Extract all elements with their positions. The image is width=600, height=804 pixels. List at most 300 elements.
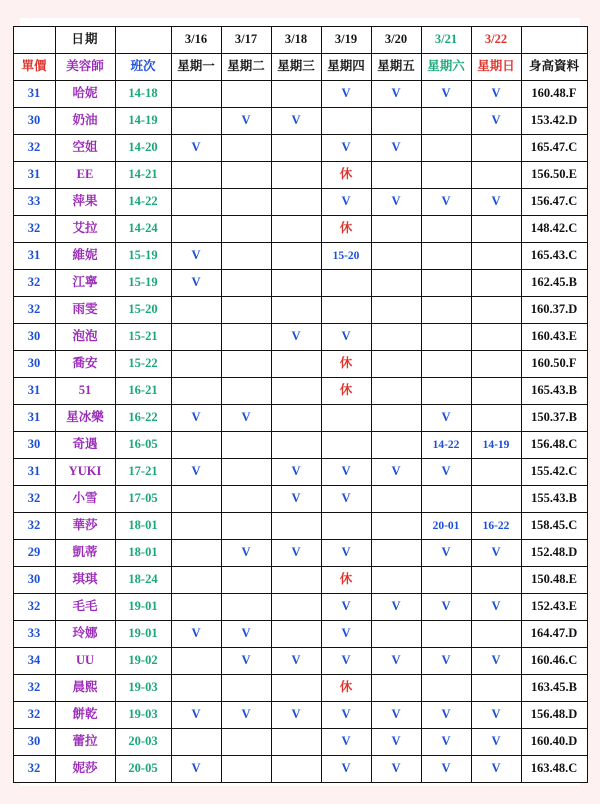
cell-stylist-name: 萍果 bbox=[55, 189, 115, 216]
cell-shift: 16-22 bbox=[115, 405, 171, 432]
cell-price: 32 bbox=[13, 702, 55, 729]
cell-day-1 bbox=[221, 378, 271, 405]
cell-stylist-name: 泡泡 bbox=[55, 324, 115, 351]
cell-stylist-name: YUKI bbox=[55, 459, 115, 486]
schedule-sheet bbox=[20, 18, 580, 786]
header-weekday-6: 星期日 bbox=[471, 54, 521, 81]
cell-shift: 14-19 bbox=[115, 108, 171, 135]
header-blank-price bbox=[13, 27, 55, 54]
cell-day-3: V bbox=[321, 189, 371, 216]
cell-day-3 bbox=[321, 108, 371, 135]
cell-day-4 bbox=[371, 567, 421, 594]
cell-day-3: V bbox=[321, 702, 371, 729]
cell-day-5: V bbox=[421, 81, 471, 108]
cell-day-0 bbox=[171, 324, 221, 351]
cell-price: 30 bbox=[13, 108, 55, 135]
cell-day-5 bbox=[421, 297, 471, 324]
cell-day-0 bbox=[171, 675, 221, 702]
cell-price: 32 bbox=[13, 135, 55, 162]
cell-shift: 20-03 bbox=[115, 729, 171, 756]
cell-day-0 bbox=[171, 513, 221, 540]
table-row bbox=[13, 162, 587, 189]
table-row bbox=[13, 405, 587, 432]
cell-price: 31 bbox=[13, 243, 55, 270]
cell-day-2 bbox=[271, 729, 321, 756]
cell-day-0: V bbox=[171, 243, 221, 270]
cell-day-2 bbox=[271, 135, 321, 162]
cell-day-5: V bbox=[421, 459, 471, 486]
cell-day-2 bbox=[271, 621, 321, 648]
cell-info: 164.47.D bbox=[521, 621, 587, 648]
cell-day-3: V bbox=[321, 648, 371, 675]
cell-day-4 bbox=[371, 405, 421, 432]
cell-day-2 bbox=[271, 81, 321, 108]
cell-day-6 bbox=[471, 378, 521, 405]
table-row bbox=[13, 324, 587, 351]
cell-day-2 bbox=[271, 567, 321, 594]
cell-day-5: V bbox=[421, 540, 471, 567]
cell-day-3: 休 bbox=[321, 567, 371, 594]
cell-price: 32 bbox=[13, 675, 55, 702]
cell-shift: 19-02 bbox=[115, 648, 171, 675]
cell-price: 32 bbox=[13, 270, 55, 297]
header-info-label: 身高資料 bbox=[521, 54, 587, 81]
cell-stylist-name: 艾拉 bbox=[55, 216, 115, 243]
table-row bbox=[13, 729, 587, 756]
cell-day-0 bbox=[171, 594, 221, 621]
cell-day-4 bbox=[371, 675, 421, 702]
header-blank-shift bbox=[115, 27, 171, 54]
cell-day-5 bbox=[421, 351, 471, 378]
cell-day-1 bbox=[221, 567, 271, 594]
table-row bbox=[13, 135, 587, 162]
table-row bbox=[13, 351, 587, 378]
cell-price: 32 bbox=[13, 756, 55, 783]
cell-day-6: V bbox=[471, 540, 521, 567]
cell-shift: 17-21 bbox=[115, 459, 171, 486]
cell-stylist-name: 哈妮 bbox=[55, 81, 115, 108]
header-weekday-4: 星期五 bbox=[371, 54, 421, 81]
cell-day-5 bbox=[421, 135, 471, 162]
cell-day-5: V bbox=[421, 405, 471, 432]
cell-day-1 bbox=[221, 135, 271, 162]
cell-info: 155.43.B bbox=[521, 486, 587, 513]
cell-day-0 bbox=[171, 351, 221, 378]
cell-price: 31 bbox=[13, 405, 55, 432]
cell-day-2 bbox=[271, 351, 321, 378]
header-weekday-1: 星期二 bbox=[221, 54, 271, 81]
cell-stylist-name: 小雪 bbox=[55, 486, 115, 513]
cell-shift: 20-05 bbox=[115, 756, 171, 783]
cell-day-2: V bbox=[271, 540, 321, 567]
cell-day-1 bbox=[221, 81, 271, 108]
cell-day-5 bbox=[421, 270, 471, 297]
cell-info: 160.43.E bbox=[521, 324, 587, 351]
cell-day-6: V bbox=[471, 81, 521, 108]
cell-info: 155.42.C bbox=[521, 459, 587, 486]
cell-day-6 bbox=[471, 459, 521, 486]
cell-info: 153.42.D bbox=[521, 108, 587, 135]
cell-day-0: V bbox=[171, 405, 221, 432]
cell-day-3: V bbox=[321, 486, 371, 513]
table-body bbox=[13, 81, 587, 783]
header-date-label: 日期 bbox=[55, 27, 115, 54]
cell-day-6 bbox=[471, 297, 521, 324]
cell-day-0 bbox=[171, 189, 221, 216]
cell-day-6 bbox=[471, 621, 521, 648]
cell-day-1: V bbox=[221, 108, 271, 135]
cell-day-4: V bbox=[371, 756, 421, 783]
header-date-6: 3/22 bbox=[471, 27, 521, 54]
cell-shift: 19-03 bbox=[115, 675, 171, 702]
cell-day-3: V bbox=[321, 324, 371, 351]
header-date-0: 3/16 bbox=[171, 27, 221, 54]
cell-info: 156.47.C bbox=[521, 189, 587, 216]
cell-day-4 bbox=[371, 216, 421, 243]
cell-info: 163.48.C bbox=[521, 756, 587, 783]
cell-shift: 18-01 bbox=[115, 513, 171, 540]
cell-stylist-name: 喬安 bbox=[55, 351, 115, 378]
cell-day-5 bbox=[421, 216, 471, 243]
cell-day-3: 休 bbox=[321, 675, 371, 702]
cell-stylist-name: 晨熙 bbox=[55, 675, 115, 702]
cell-day-1: V bbox=[221, 702, 271, 729]
cell-day-4: V bbox=[371, 729, 421, 756]
cell-day-5 bbox=[421, 324, 471, 351]
cell-day-4: V bbox=[371, 594, 421, 621]
cell-day-1: V bbox=[221, 540, 271, 567]
cell-day-0: V bbox=[171, 621, 221, 648]
table-row bbox=[13, 702, 587, 729]
cell-day-0: V bbox=[171, 459, 221, 486]
header-date-5: 3/21 bbox=[421, 27, 471, 54]
cell-day-1 bbox=[221, 459, 271, 486]
header-weekday-2: 星期三 bbox=[271, 54, 321, 81]
cell-day-6 bbox=[471, 135, 521, 162]
cell-stylist-name: 星冰樂 bbox=[55, 405, 115, 432]
cell-day-2 bbox=[271, 162, 321, 189]
cell-price: 31 bbox=[13, 378, 55, 405]
cell-day-1: V bbox=[221, 648, 271, 675]
cell-day-2: V bbox=[271, 486, 321, 513]
cell-day-0 bbox=[171, 540, 221, 567]
cell-day-3 bbox=[321, 405, 371, 432]
cell-day-4 bbox=[371, 108, 421, 135]
cell-info: 160.37.D bbox=[521, 297, 587, 324]
cell-day-6 bbox=[471, 270, 521, 297]
cell-day-4 bbox=[371, 432, 421, 459]
cell-day-5: V bbox=[421, 648, 471, 675]
cell-day-0: V bbox=[171, 702, 221, 729]
cell-day-0 bbox=[171, 648, 221, 675]
cell-shift: 18-24 bbox=[115, 567, 171, 594]
cell-day-6 bbox=[471, 675, 521, 702]
cell-day-6: 14-19 bbox=[471, 432, 521, 459]
cell-stylist-name: 51 bbox=[55, 378, 115, 405]
cell-day-1 bbox=[221, 756, 271, 783]
header-blank-info bbox=[521, 27, 587, 54]
cell-day-5 bbox=[421, 108, 471, 135]
cell-day-1 bbox=[221, 189, 271, 216]
header-weekday-3: 星期四 bbox=[321, 54, 371, 81]
cell-day-2 bbox=[271, 432, 321, 459]
cell-day-4 bbox=[371, 351, 421, 378]
cell-day-6: V bbox=[471, 702, 521, 729]
cell-day-5 bbox=[421, 621, 471, 648]
table-row bbox=[13, 108, 587, 135]
cell-shift: 19-03 bbox=[115, 702, 171, 729]
cell-day-1 bbox=[221, 729, 271, 756]
cell-day-4 bbox=[371, 243, 421, 270]
cell-day-3: V bbox=[321, 756, 371, 783]
cell-day-4 bbox=[371, 297, 421, 324]
cell-day-0: V bbox=[171, 135, 221, 162]
cell-price: 30 bbox=[13, 567, 55, 594]
cell-day-4 bbox=[371, 324, 421, 351]
cell-info: 152.48.D bbox=[521, 540, 587, 567]
cell-day-1 bbox=[221, 324, 271, 351]
cell-info: 165.43.B bbox=[521, 378, 587, 405]
cell-info: 156.48.C bbox=[521, 432, 587, 459]
header-date-1: 3/17 bbox=[221, 27, 271, 54]
cell-day-1: V bbox=[221, 405, 271, 432]
cell-day-0 bbox=[171, 81, 221, 108]
cell-day-5: V bbox=[421, 702, 471, 729]
header-stylist-label: 美容師 bbox=[55, 54, 115, 81]
cell-day-1 bbox=[221, 486, 271, 513]
cell-day-6 bbox=[471, 162, 521, 189]
cell-info: 160.46.C bbox=[521, 648, 587, 675]
cell-day-0 bbox=[171, 729, 221, 756]
cell-day-0: V bbox=[171, 270, 221, 297]
cell-day-3: V bbox=[321, 135, 371, 162]
table-row bbox=[13, 297, 587, 324]
table-row bbox=[13, 378, 587, 405]
cell-day-0 bbox=[171, 432, 221, 459]
cell-day-3: 休 bbox=[321, 378, 371, 405]
cell-price: 32 bbox=[13, 594, 55, 621]
cell-day-3: V bbox=[321, 594, 371, 621]
cell-stylist-name: 維妮 bbox=[55, 243, 115, 270]
cell-day-3: 休 bbox=[321, 216, 371, 243]
table-row bbox=[13, 648, 587, 675]
cell-day-1 bbox=[221, 243, 271, 270]
cell-day-3: V bbox=[321, 729, 371, 756]
cell-price: 32 bbox=[13, 216, 55, 243]
cell-info: 152.43.E bbox=[521, 594, 587, 621]
header-price-label: 單價 bbox=[13, 54, 55, 81]
cell-day-1 bbox=[221, 270, 271, 297]
cell-day-3: V bbox=[321, 621, 371, 648]
cell-shift: 15-22 bbox=[115, 351, 171, 378]
cell-day-2: V bbox=[271, 324, 321, 351]
cell-stylist-name: 蕾拉 bbox=[55, 729, 115, 756]
cell-stylist-name: 空姐 bbox=[55, 135, 115, 162]
cell-price: 31 bbox=[13, 162, 55, 189]
cell-shift: 19-01 bbox=[115, 621, 171, 648]
cell-day-3 bbox=[321, 270, 371, 297]
cell-shift: 18-01 bbox=[115, 540, 171, 567]
table-row bbox=[13, 459, 587, 486]
header-date-2: 3/18 bbox=[271, 27, 321, 54]
cell-stylist-name: 妮莎 bbox=[55, 756, 115, 783]
cell-info: 148.42.C bbox=[521, 216, 587, 243]
cell-info: 162.45.B bbox=[521, 270, 587, 297]
cell-price: 30 bbox=[13, 324, 55, 351]
cell-info: 160.50.F bbox=[521, 351, 587, 378]
header-date-3: 3/19 bbox=[321, 27, 371, 54]
cell-day-0 bbox=[171, 216, 221, 243]
cell-day-5: V bbox=[421, 756, 471, 783]
table-row bbox=[13, 486, 587, 513]
header-weekday-0: 星期一 bbox=[171, 54, 221, 81]
cell-day-4: V bbox=[371, 135, 421, 162]
cell-day-3 bbox=[321, 432, 371, 459]
cell-price: 33 bbox=[13, 621, 55, 648]
cell-day-0: V bbox=[171, 756, 221, 783]
header-row-dates bbox=[13, 27, 587, 54]
cell-price: 30 bbox=[13, 432, 55, 459]
cell-price: 32 bbox=[13, 297, 55, 324]
cell-day-5: 20-01 bbox=[421, 513, 471, 540]
cell-shift: 14-18 bbox=[115, 81, 171, 108]
table-row bbox=[13, 270, 587, 297]
cell-price: 34 bbox=[13, 648, 55, 675]
cell-day-6: 16-22 bbox=[471, 513, 521, 540]
cell-day-2: V bbox=[271, 459, 321, 486]
cell-day-4 bbox=[371, 378, 421, 405]
cell-day-1 bbox=[221, 216, 271, 243]
cell-shift: 14-22 bbox=[115, 189, 171, 216]
cell-day-2: V bbox=[271, 648, 321, 675]
cell-price: 29 bbox=[13, 540, 55, 567]
cell-day-5 bbox=[421, 567, 471, 594]
table-row bbox=[13, 81, 587, 108]
table-row bbox=[13, 540, 587, 567]
cell-day-1: V bbox=[221, 621, 271, 648]
table-row bbox=[13, 756, 587, 783]
cell-day-2 bbox=[271, 189, 321, 216]
cell-info: 163.45.B bbox=[521, 675, 587, 702]
cell-day-6 bbox=[471, 216, 521, 243]
table-row bbox=[13, 432, 587, 459]
cell-day-6: V bbox=[471, 729, 521, 756]
cell-shift: 19-01 bbox=[115, 594, 171, 621]
cell-day-4 bbox=[371, 270, 421, 297]
cell-info: 150.37.B bbox=[521, 405, 587, 432]
cell-day-6: V bbox=[471, 108, 521, 135]
cell-day-1 bbox=[221, 297, 271, 324]
cell-stylist-name: 琪琪 bbox=[55, 567, 115, 594]
cell-day-3: V bbox=[321, 540, 371, 567]
table-header bbox=[13, 27, 587, 81]
cell-day-1 bbox=[221, 513, 271, 540]
cell-info: 165.43.C bbox=[521, 243, 587, 270]
cell-shift: 15-19 bbox=[115, 243, 171, 270]
header-shift-label: 班次 bbox=[115, 54, 171, 81]
cell-stylist-name: 華莎 bbox=[55, 513, 115, 540]
cell-stylist-name: 毛毛 bbox=[55, 594, 115, 621]
cell-day-3: V bbox=[321, 81, 371, 108]
cell-price: 32 bbox=[13, 486, 55, 513]
cell-stylist-name: 奇遇 bbox=[55, 432, 115, 459]
header-weekday-5: 星期六 bbox=[421, 54, 471, 81]
header-row-weekdays bbox=[13, 54, 587, 81]
cell-day-4 bbox=[371, 621, 421, 648]
cell-day-5: V bbox=[421, 729, 471, 756]
cell-day-3 bbox=[321, 297, 371, 324]
cell-info: 150.48.E bbox=[521, 567, 587, 594]
cell-day-6 bbox=[471, 405, 521, 432]
cell-day-5: 14-22 bbox=[421, 432, 471, 459]
table-row bbox=[13, 189, 587, 216]
cell-stylist-name: 凱蒂 bbox=[55, 540, 115, 567]
cell-shift: 15-19 bbox=[115, 270, 171, 297]
cell-day-2 bbox=[271, 756, 321, 783]
cell-day-2 bbox=[271, 297, 321, 324]
cell-day-4: V bbox=[371, 702, 421, 729]
cell-day-3: 休 bbox=[321, 162, 371, 189]
cell-price: 30 bbox=[13, 729, 55, 756]
cell-day-5 bbox=[421, 486, 471, 513]
cell-day-4 bbox=[371, 513, 421, 540]
cell-day-2 bbox=[271, 216, 321, 243]
cell-price: 33 bbox=[13, 189, 55, 216]
cell-day-5 bbox=[421, 675, 471, 702]
table-row bbox=[13, 675, 587, 702]
cell-day-4 bbox=[371, 486, 421, 513]
cell-stylist-name: 玲娜 bbox=[55, 621, 115, 648]
cell-day-4: V bbox=[371, 648, 421, 675]
table-row bbox=[13, 243, 587, 270]
cell-day-6: V bbox=[471, 594, 521, 621]
cell-day-2 bbox=[271, 513, 321, 540]
cell-shift: 17-05 bbox=[115, 486, 171, 513]
cell-day-6 bbox=[471, 486, 521, 513]
cell-day-2 bbox=[271, 675, 321, 702]
cell-day-6 bbox=[471, 351, 521, 378]
cell-day-6 bbox=[471, 567, 521, 594]
cell-stylist-name: 餅乾 bbox=[55, 702, 115, 729]
cell-day-5: V bbox=[421, 189, 471, 216]
cell-day-6 bbox=[471, 243, 521, 270]
cell-shift: 16-21 bbox=[115, 378, 171, 405]
cell-day-2: V bbox=[271, 108, 321, 135]
cell-price: 31 bbox=[13, 81, 55, 108]
cell-stylist-name: 雨雯 bbox=[55, 297, 115, 324]
cell-day-1 bbox=[221, 351, 271, 378]
cell-day-4: V bbox=[371, 189, 421, 216]
cell-price: 32 bbox=[13, 513, 55, 540]
cell-day-0 bbox=[171, 378, 221, 405]
table-row bbox=[13, 621, 587, 648]
schedule-table bbox=[13, 26, 588, 783]
cell-day-0 bbox=[171, 567, 221, 594]
cell-day-2 bbox=[271, 594, 321, 621]
cell-day-2 bbox=[271, 378, 321, 405]
cell-day-3: 15-20 bbox=[321, 243, 371, 270]
cell-day-3: V bbox=[321, 459, 371, 486]
cell-day-1 bbox=[221, 675, 271, 702]
cell-shift: 14-20 bbox=[115, 135, 171, 162]
table-row bbox=[13, 594, 587, 621]
cell-stylist-name: EE bbox=[55, 162, 115, 189]
table-row bbox=[13, 216, 587, 243]
cell-day-6: V bbox=[471, 756, 521, 783]
cell-shift: 14-24 bbox=[115, 216, 171, 243]
cell-day-5 bbox=[421, 162, 471, 189]
cell-stylist-name: 江寧 bbox=[55, 270, 115, 297]
